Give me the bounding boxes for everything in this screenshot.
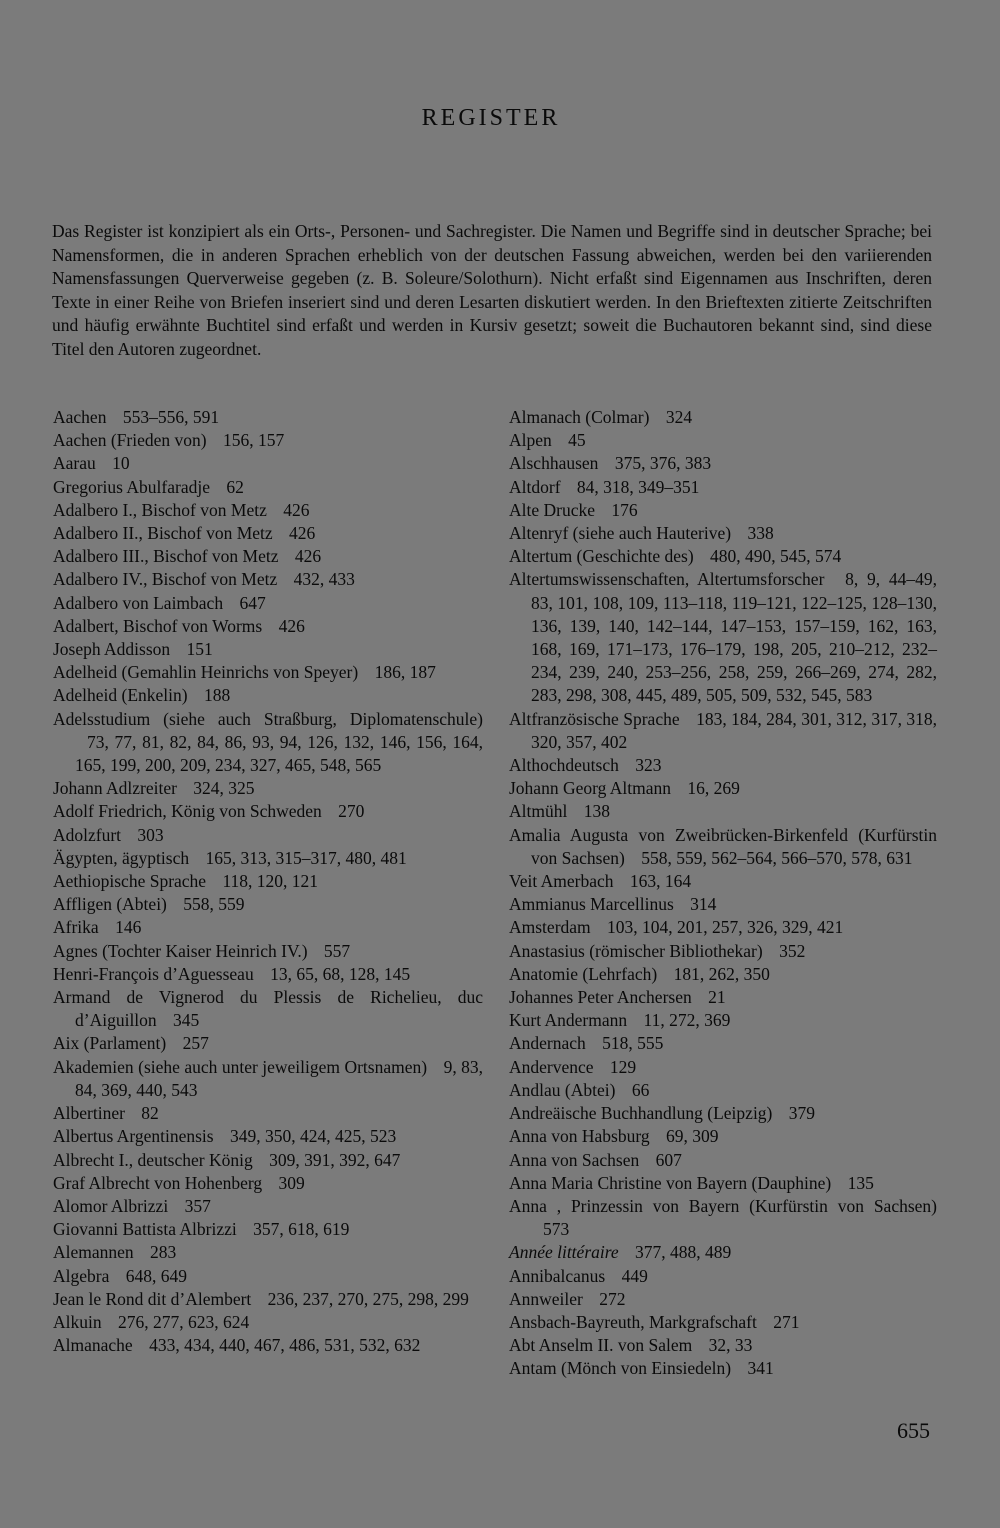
index-pages: 186, 187 — [374, 662, 436, 683]
index-entry — [53, 476, 483, 499]
index-entry — [509, 1311, 937, 1334]
index-pages: 73, 77, 81, 82, 84, 86, 93, 94, 126, 132, 146, 156, 164, 165, 199, 200, 209, 234, 327, 465, 548, 565 — [75, 731, 483, 776]
index-pages: 648, 649 — [125, 1265, 187, 1286]
index-entry — [53, 1056, 483, 1102]
index-term: Albertiner — [53, 1103, 125, 1124]
index-term: Anna von Habsburg — [509, 1126, 650, 1147]
index-term: Alemannen — [53, 1242, 134, 1263]
index-entry — [53, 1334, 483, 1357]
index-entry — [53, 986, 483, 1032]
index-entry — [509, 1125, 937, 1148]
index-term: Andreäische Buchhandlung (Leipzig) — [509, 1103, 773, 1124]
index-term: Année littéraire — [509, 1242, 619, 1263]
index-entry — [53, 429, 483, 452]
index-pages: 163, 164 — [629, 871, 692, 892]
index-pages: 270 — [338, 801, 365, 822]
index-entry — [53, 1288, 483, 1311]
index-pages: 283 — [150, 1242, 177, 1263]
register-intro: Das Register ist konzipiert als ein Orts-, Personen- und Sachregister. Die Namen und Begriffe sind in deutscher Sprache; bei Namensformen, die in anderen Sprachen erheblich von der deutschen Fassung abweichen, werden bei den variierenden Namensfassungen Querverweise gegeben (z. B. Soleure/Solothurn). Nicht erfaßt sind Eigennamen aus Inschriften, deren Texte in einer Reihe von Briefen inseriert sind und deren Lesarten diskutiert werden. In den Brieftexten zitierte Zeitschriften und häufig erwähnte Buchtitel sind erfaßt und werden in Kursiv gesetzt; soweit die Buchautoren bekannt sind, sind diese Titel den Autoren zugeordnet. — [52, 221, 932, 359]
index-term: Albrecht I., deutscher König — [53, 1149, 253, 1170]
index-term: Altfranzösische Sprache — [509, 708, 680, 729]
index-pages: 323 — [635, 755, 662, 776]
index-pages: 558, 559 — [183, 894, 245, 915]
index-pages: 8, 9, 44–49, 83, 101, 108, 109, 113–118, 119–121, 122–125, 128–130, 136, 139, 140, 142–144, 147–153, 157–159, 162, 163, 168, 169, 171–173, 176–179, 198, 205, 210–212, 232–234, 239, 240, 253–256, 258, 259, 266–269, 274, 282, 283, 298, 308, 445, 489, 505, 509, 532, 545, 583 — [531, 569, 938, 706]
index-entry — [53, 800, 483, 823]
index-entry — [53, 1032, 483, 1055]
index-term: Aachen (Frieden von) — [53, 430, 207, 451]
index-pages: 188 — [203, 685, 231, 706]
index-term: Abt Anselm II. von Salem — [509, 1335, 693, 1356]
index-term: Anna Maria Christine von Bayern (Dauphine) — [509, 1172, 832, 1193]
page-number: 655 — [897, 1418, 930, 1443]
index-pages: 118, 120, 121 — [222, 871, 319, 892]
index-pages: 66 — [631, 1079, 650, 1100]
index-pages: 32, 33 — [708, 1335, 753, 1356]
index-term: Joseph Addisson — [53, 639, 171, 660]
index-entry — [53, 661, 483, 684]
index-pages: 151 — [186, 639, 213, 660]
index-term: Alte Drucke — [509, 499, 596, 520]
index-term: Altenryf (siehe auch Hauterive) — [509, 523, 732, 544]
index-entry — [509, 940, 937, 963]
index-term: Akademien (siehe auch unter jeweiligem Ortsnamen) — [53, 1056, 428, 1077]
index-entry — [509, 1172, 937, 1195]
index-term: Adelsstudium (siehe auch Straßburg, Diplomatenschule) — [53, 708, 483, 729]
index-entry — [53, 777, 483, 800]
index-term: Aix (Parlament) — [53, 1033, 167, 1054]
index-term: Adolf Friedrich, König von Schweden — [53, 801, 322, 822]
index-entry — [509, 916, 937, 939]
index-entry — [509, 870, 937, 893]
index-term: Annibalcanus — [509, 1265, 606, 1286]
index-entry — [509, 800, 937, 823]
index-pages: 449 — [621, 1265, 648, 1286]
index-pages: 433, 434, 440, 467, 486, 531, 532, 632 — [149, 1335, 421, 1356]
index-pages: 103, 104, 201, 257, 326, 329, 421 — [607, 917, 844, 938]
index-term: Johannes Peter Anchersen — [509, 987, 692, 1008]
index-entry — [509, 777, 937, 800]
index-term: Altmühl — [509, 801, 568, 822]
index-term: Affligen (Abtei) — [53, 894, 167, 915]
index-pages: 303 — [137, 824, 164, 845]
index-term: Adolzfurt — [53, 824, 122, 845]
index-entry — [509, 406, 937, 429]
index-term: Kurt Andermann — [509, 1010, 628, 1031]
index-entry — [509, 452, 937, 475]
index-entry — [53, 1195, 483, 1218]
index-entry — [509, 429, 937, 452]
index-pages: 375, 376, 383 — [614, 453, 712, 474]
index-entry — [509, 499, 937, 522]
index-pages: 553–556, 591 — [122, 407, 220, 427]
index-term: Adelheid (Gemahlin Heinrichs von Speyer) — [53, 662, 359, 683]
index-entry — [53, 1218, 483, 1241]
index-pages: 146 — [115, 917, 142, 938]
index-term: Altdorf — [509, 476, 561, 497]
index-pages: 349, 350, 424, 425, 523 — [229, 1126, 397, 1147]
index-pages: 135 — [847, 1172, 874, 1193]
index-entry — [53, 1241, 483, 1264]
index-term: Adelheid (Enkelin) — [53, 685, 188, 706]
index-entry — [53, 406, 483, 429]
index-term: Adalbero III., Bischof von Metz — [53, 546, 279, 567]
index-pages: 314 — [690, 894, 717, 915]
index-term: Althochdeutsch — [509, 755, 619, 776]
index-term: Johann Adlzreiter — [53, 778, 177, 799]
index-entry — [53, 1102, 483, 1125]
index-entry — [53, 708, 483, 778]
index-term: Alkuin — [53, 1311, 102, 1332]
index-term: Algebra — [53, 1265, 110, 1286]
index-entry — [509, 1195, 937, 1241]
index-term: Alpen — [509, 430, 552, 451]
index-entry — [53, 893, 483, 916]
index-pages: 426 — [289, 523, 316, 544]
index-pages: 558, 559, 562–564, 566–570, 578, 631 — [641, 847, 913, 868]
index-entry — [53, 1265, 483, 1288]
index-pages: 426 — [294, 546, 322, 567]
index-entry — [509, 1334, 937, 1357]
index-entry — [509, 1241, 937, 1264]
index-term: Albertus Argentinensis — [53, 1126, 214, 1147]
index-term: Johann Georg Altmann — [509, 778, 672, 799]
index-entry — [509, 1149, 937, 1172]
index-pages: 10 — [112, 453, 130, 474]
index-entry — [53, 963, 483, 986]
index-pages: 84, 318, 349–351 — [576, 476, 700, 497]
index-pages: 181, 262, 350 — [673, 963, 770, 984]
index-pages: 176 — [611, 499, 638, 520]
index-entry — [53, 499, 483, 522]
index-term: Annweiler — [509, 1288, 583, 1309]
index-term: Andervence — [509, 1056, 594, 1077]
index-pages: 276, 277, 623, 624 — [118, 1311, 250, 1332]
index-term: Amalia Augusta von Zweibrücken-Birkenfeld (Kurfürstin von Sachsen) — [509, 824, 937, 868]
index-entry — [509, 476, 937, 499]
index-entry — [509, 754, 937, 777]
index-pages: 236, 237, 270, 275, 298, 299 — [267, 1288, 469, 1309]
index-entry — [509, 1102, 937, 1125]
index-pages: 432, 433 — [293, 569, 355, 590]
index-entry — [509, 1079, 937, 1102]
index-term: Jean le Rond dit d’Alembert — [53, 1288, 252, 1309]
index-pages: 16, 269 — [687, 778, 740, 799]
index-pages: 480, 490, 545, 574 — [710, 546, 842, 567]
index-pages: 377, 488, 489 — [635, 1242, 732, 1263]
index-term: Ammianus Marcellinus — [509, 894, 674, 915]
index-entry — [53, 940, 483, 963]
index-pages: 11, 272, 369 — [643, 1010, 731, 1031]
index-entry — [53, 638, 483, 661]
index-pages: 345 — [173, 1010, 200, 1031]
index-term: Adalbero II., Bischof von Metz — [53, 523, 273, 544]
index-term: Alschhausen — [509, 453, 599, 474]
index-term: Gregorius Abulfaradje — [53, 476, 210, 497]
index-pages: 21 — [708, 987, 726, 1008]
index-pages: 426 — [283, 499, 310, 520]
index-entry — [53, 568, 483, 591]
index-pages: 607 — [655, 1149, 682, 1170]
index-pages: 338 — [747, 523, 774, 544]
index-pages: 156, 157 — [222, 430, 285, 451]
index-pages: 138 — [583, 801, 610, 822]
index-pages: 257 — [182, 1033, 209, 1054]
index-entry — [509, 986, 937, 1009]
index-term: Adalbero IV., Bischof von Metz — [53, 569, 278, 590]
index-term: Armand de Vignerod du Plessis de Richelieu, duc d’Aiguillon — [53, 987, 483, 1031]
index-entry — [509, 1265, 937, 1288]
index-entry — [53, 684, 483, 707]
index-entry — [53, 1311, 483, 1334]
index-entry — [53, 916, 483, 939]
index-term: Alomor Albrizzi — [53, 1195, 169, 1216]
index-pages: 324 — [665, 407, 693, 427]
index-pages: 82 — [141, 1103, 159, 1124]
index-term: Henri-François d’Aguesseau — [53, 963, 254, 984]
index-pages: 647 — [239, 592, 266, 613]
index-term: Almanache — [53, 1335, 133, 1356]
index-term: Agnes (Tochter Kaiser Heinrich IV.) — [53, 940, 308, 961]
index-pages: 309, 391, 392, 647 — [269, 1149, 401, 1170]
index-term: Aachen — [53, 407, 107, 427]
index-entry — [53, 870, 483, 893]
index-entry — [53, 1149, 483, 1172]
index-column-right — [509, 406, 937, 1381]
index-term: Antam (Mönch von Einsiedeln) — [509, 1358, 732, 1379]
index-pages: 9, 83, 84, 369, 440, 543 — [75, 1056, 484, 1100]
index-entry — [509, 1357, 937, 1380]
index-pages: 271 — [773, 1311, 800, 1332]
index-term: Adalbero von Laimbach — [53, 592, 224, 613]
index-pages: 379 — [788, 1103, 816, 1124]
index-term: Afrika — [53, 917, 99, 938]
index-entry — [53, 545, 483, 568]
index-pages: 309 — [278, 1172, 305, 1193]
index-term: Adalbero I., Bischof von Metz — [53, 499, 267, 520]
index-term: Giovanni Battista Albrizzi — [53, 1219, 237, 1240]
index-entry — [509, 1009, 937, 1032]
index-entry — [509, 708, 937, 754]
page-title: REGISTER — [421, 105, 561, 131]
index-entry — [53, 1172, 483, 1195]
index-column-left — [53, 406, 483, 1357]
index-entry — [53, 824, 483, 847]
index-pages: 45 — [568, 430, 586, 451]
index-pages: 557 — [323, 940, 351, 961]
index-term: Altertum (Geschichte des) — [509, 546, 694, 567]
index-pages: 183, 184, 284, 301, 312, 317, 318, 320, 357, 402 — [531, 708, 938, 752]
index-entry — [509, 1056, 937, 1079]
index-pages: 165, 313, 315–317, 480, 481 — [205, 847, 407, 868]
index-entry — [509, 893, 937, 916]
index-pages: 324, 325 — [193, 778, 255, 799]
index-term: Andernach — [509, 1033, 586, 1054]
index-entry — [509, 1032, 937, 1055]
index-pages: 357, 618, 619 — [253, 1219, 350, 1240]
index-entry — [53, 452, 483, 475]
index-pages: 129 — [609, 1056, 637, 1077]
index-term: Aarau — [53, 453, 96, 474]
index-entry — [509, 824, 937, 870]
index-term: Graf Albrecht von Hohenberg — [53, 1172, 263, 1193]
index-term: Veit Amerbach — [509, 871, 614, 892]
index-term: Andlau (Abtei) — [509, 1079, 616, 1100]
index-entry — [53, 1125, 483, 1148]
index-term: Anna , Prinzessin von Bayern (Kurfürstin von Sachsen) — [509, 1195, 937, 1216]
index-entry — [53, 592, 483, 615]
index-pages: 426 — [278, 615, 305, 636]
index-pages: 357 — [184, 1195, 211, 1216]
index-term: Adalbert, Bischof von Worms — [53, 615, 263, 636]
index-pages: 272 — [599, 1288, 626, 1309]
index-entry — [509, 522, 937, 545]
index-pages: 69, 309 — [666, 1126, 719, 1147]
index-entry — [509, 545, 937, 568]
index-entry — [53, 615, 483, 638]
index-term: Altertumswissenschaften, Altertumsforscher — [509, 569, 825, 590]
index-entry — [509, 963, 937, 986]
index-entry — [53, 847, 483, 870]
index-pages: 62 — [226, 476, 244, 497]
index-term: Anastasius (römischer Bibliothekar) — [509, 940, 763, 961]
index-entry — [509, 1288, 937, 1311]
index-term: Anatomie (Lehrfach) — [509, 963, 658, 984]
index-term: Aethiopische Sprache — [53, 871, 207, 892]
index-pages: 352 — [779, 940, 806, 961]
index-term: Anna von Sachsen — [509, 1149, 640, 1170]
index-entry — [509, 568, 937, 707]
index-entry — [53, 522, 483, 545]
index-pages: 573 — [543, 1219, 570, 1240]
index-pages: 518, 555 — [602, 1033, 664, 1054]
index-term: Amsterdam — [509, 917, 591, 938]
index-term: Almanach (Colmar) — [509, 407, 650, 427]
index-pages: 13, 65, 68, 128, 145 — [270, 963, 411, 984]
index-term: Ansbach-Bayreuth, Markgrafschaft — [509, 1311, 757, 1332]
index-term: Ägypten, ägyptisch — [53, 847, 190, 868]
index-pages: 341 — [747, 1358, 774, 1379]
